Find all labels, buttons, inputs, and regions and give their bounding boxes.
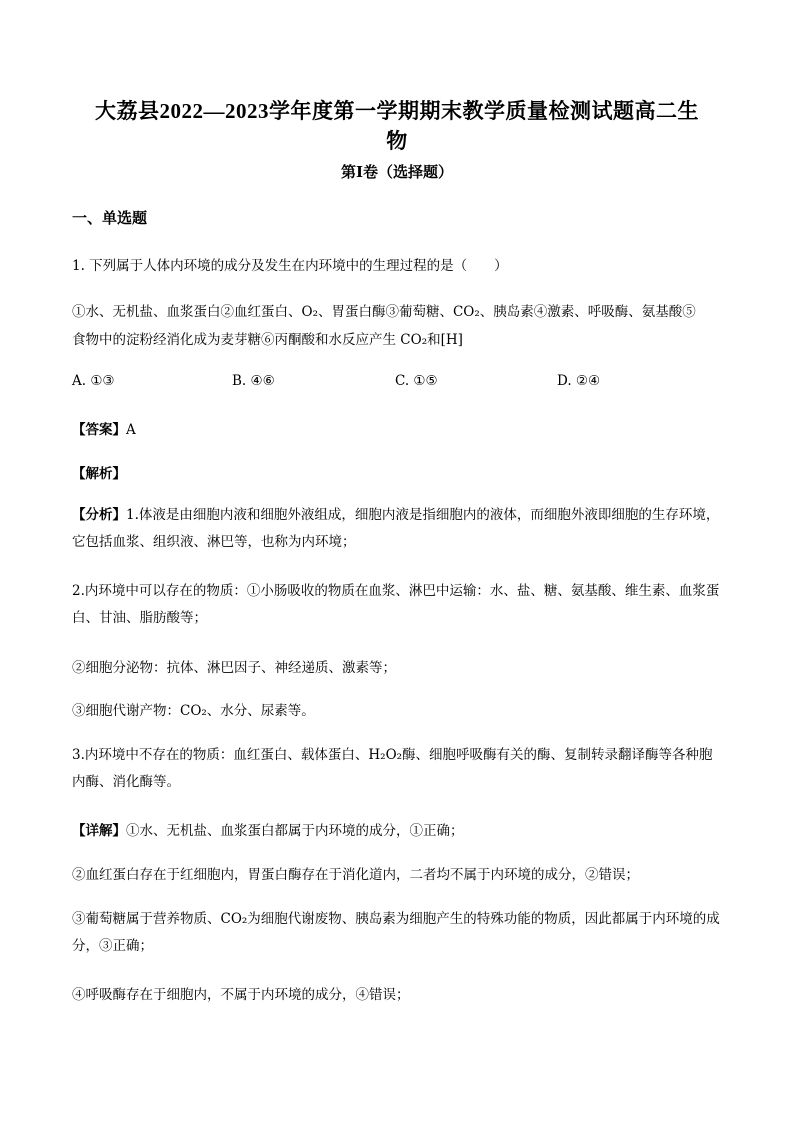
- option-b: B. ④⑥: [232, 373, 275, 389]
- analysis-paragraph-2: 2.内环境中可以存在的物质：①小肠吸收的物质在血浆、淋巴中运输：水、盐、糖、氨基酸、维生素、血浆蛋白、甘油、脂肪酸等；: [72, 583, 720, 626]
- volume-title: 第I卷（选择题）: [340, 163, 454, 181]
- section-title: 一、单选题: [72, 209, 148, 227]
- exam-title-line2-text: 物: [386, 129, 408, 153]
- answer-value: A: [126, 422, 136, 438]
- analysis-p1-text: 1.体液是由细胞内液和细胞外液组成，细胞内液是指细胞内的液体，而细胞外液即细胞的生存环境，它包括血浆、组织液、淋巴等，也称为内环境；: [72, 507, 720, 550]
- analysis-paragraph-4: ③细胞代谢产物：CO₂、水分、尿素等。: [72, 703, 315, 719]
- analysis-paragraph-5: 3.内环境中不存在的物质：血红蛋白、载体蛋白、H₂O₂酶、细胞呼吸酶有关的酶、复制转录翻译酶等各种胞内酶、消化酶等。: [72, 747, 713, 790]
- analysis-label: 【解析】: [72, 466, 126, 482]
- answer-label: 【答案】: [72, 422, 126, 438]
- analysis-paragraph-3: ②细胞分泌物：抗体、淋巴因子、神经递质、激素等；: [72, 660, 396, 676]
- details-paragraph-2: ②血红蛋白存在于红细胞内，胃蛋白酶存在于消化道内，二者均不属于内环境的成分，②错误；: [72, 867, 639, 883]
- option-c: C. ①⑤: [395, 373, 438, 389]
- question-items-line1: ①水、无机盐、血浆蛋白②血红蛋白、O₂、胃蛋白酶③葡萄糖、CO₂、胰岛素④激素、呼吸酶、氨基酸⑤: [72, 304, 696, 320]
- question-items-line2: 食物中的淀粉经消化成为麦芽糖⑥丙酮酸和水反应产生 CO₂和[H]: [72, 332, 463, 348]
- details-paragraph-1: [72, 818, 722, 845]
- details-label: 【详解】: [72, 823, 126, 839]
- exam-title-line1: 大荔县2022—2023学年度第一学期期末教学质量检测试题高二生: [95, 99, 699, 123]
- details-paragraph-3: ③葡萄糖属于营养物质、CO₂为细胞代谢废物、胰岛素为细胞产生的特殊功能的物质，因此都属于内环境的成分，③正确；: [72, 911, 720, 954]
- analysis-paragraph-1: [72, 502, 722, 556]
- question-stem: 1. 下列属于人体内环境的成分及发生在内环境中的生理过程的是（ ）: [72, 258, 508, 274]
- exam-title-line2: [0, 126, 794, 156]
- analysis-p1-label: 【分析】: [72, 507, 126, 523]
- answer-line: [72, 418, 136, 438]
- option-a: A. ①③: [72, 373, 115, 389]
- details-paragraph-4: ④呼吸酶存在于细胞内，不属于内环境的成分，④错误；: [72, 987, 410, 1003]
- details-d1: ①水、无机盐、血浆蛋白都属于内环境的成分，①正确；: [126, 823, 464, 839]
- option-d: D. ②④: [557, 373, 601, 389]
